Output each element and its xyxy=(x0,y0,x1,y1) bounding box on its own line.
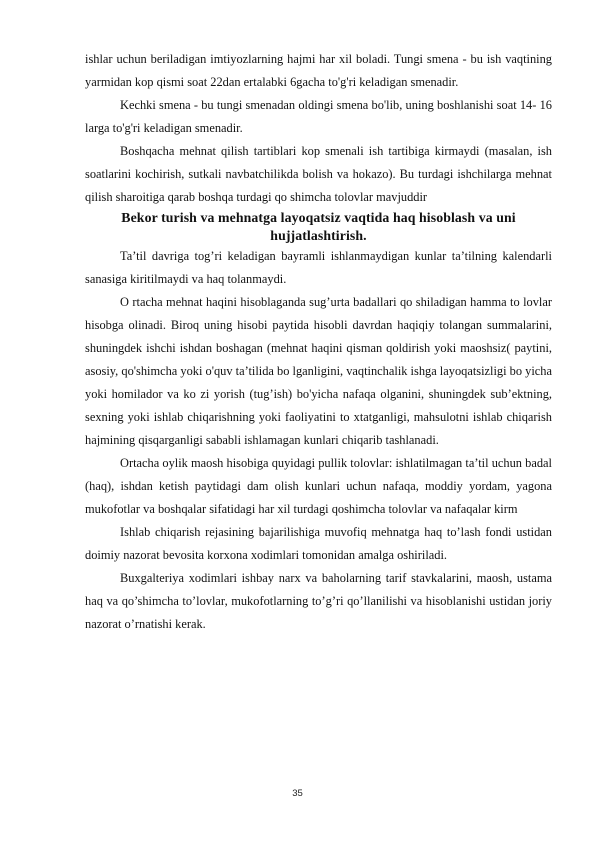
paragraph-average-wage: O rtacha mehnat haqini hisoblaganda sug’urta badallari qo shiladigan hamma to lovlar hisobga olinadi. Biroq uning hisobi paytida hisobli davrdan haqiqiy tolangan summalarini, shuningdek ishchi ishdan boshagan (mehnat haqini qisman qoldirish yoki maoshsiz( paytini, asosiy, qo'shimcha yoki o'quv ta’tilida bo lganligini, vaqtinchalik ishga layoqatsizligi bo yicha yoki homilador va ko zi yorish (tug’ish) bo'yicha nafaqa olganini, shuningdek sub’ektning, sexning yoki ishlab chiqarishning yoki faoliyatini to xtatganligi, mahsulotni ishlab chiqarish hajmining qisqarganligi sababli ishlamagan kunlari chiqarib tashlanadi. xyxy=(85,295,552,447)
paragraph-evening-shift: Kechki smena - bu tungi smenadan oldingi smena bo'lib, uning boshlanishi soat 14- 16 larga to'g'ri keladigan smenadir. xyxy=(85,98,552,135)
section-heading-line-1: Bekor turish va mehnatga layoqatsiz vaqtida haq hisoblash va uni xyxy=(121,210,516,225)
paragraph-accounting-control: Buxgalteriya xodimlari ishbay narx va baholarning tarif stavkalarini, maosh, ustama haq va qo’shimcha to’lovlar, mukofotlarning to’g’ri qo’llanilishi va hisoblanishi ustidan joriy nazorat o’rnatishi kerak. xyxy=(85,571,552,631)
section-heading-line-2: hujjatlashtirish. xyxy=(270,228,367,243)
paragraph-monthly-salary: Ortacha oylik maosh hisobiga quyidagi pullik tolovlar: ishlatilmagan ta’til uchun badal (haq), ishdan ketish paytidagi dam olish kunlari uchun nafaqa, moddiy yordam, yagona mukofotlar va boshqalar sifatidagi har xil turdagi qoshimcha tolovlar va nafaqalar kirm xyxy=(85,456,552,516)
paragraph-holidays: Ta’til davriga tog’ri keladigan bayramli ishlanmaydigan kunlar ta’tilning kalendarli sanasiga kiritilmaydi va haq tolanmaydi. xyxy=(85,249,552,286)
paragraph-night-shift: ishlar uchun beriladigan imtiyozlarning hajmi har xil boladi. Tungi smena - bu ish vaqtining yarmidan kop qismi soat 22dan ertalabki 6gacha to'g'ri keladigan smenadir. xyxy=(85,52,552,89)
paragraph-wage-fund-control: Ishlab chiqarish rejasining bajarilishiga muvofiq mehnatga haq to’lash fondi ustidan doimiy nazorat bevosita korxona xodimlari tomonidan amalga oshiriladi. xyxy=(85,525,552,562)
section-heading xyxy=(85,209,552,245)
document-page xyxy=(85,48,552,636)
page-number: 35 xyxy=(292,788,303,799)
paragraph-other-work-modes: Boshqacha mehnat qilish tartiblari kop smenali ish tartibiga kirmaydi (masalan, ish soatlarini kochirish, sutkali navbatchilikda bolish va hokazo). Bu turdagi ishchilarga mehnat qilish sharoitiga qarab boshqa turdagi qo shimcha tolovlar mavjuddir xyxy=(85,144,552,204)
